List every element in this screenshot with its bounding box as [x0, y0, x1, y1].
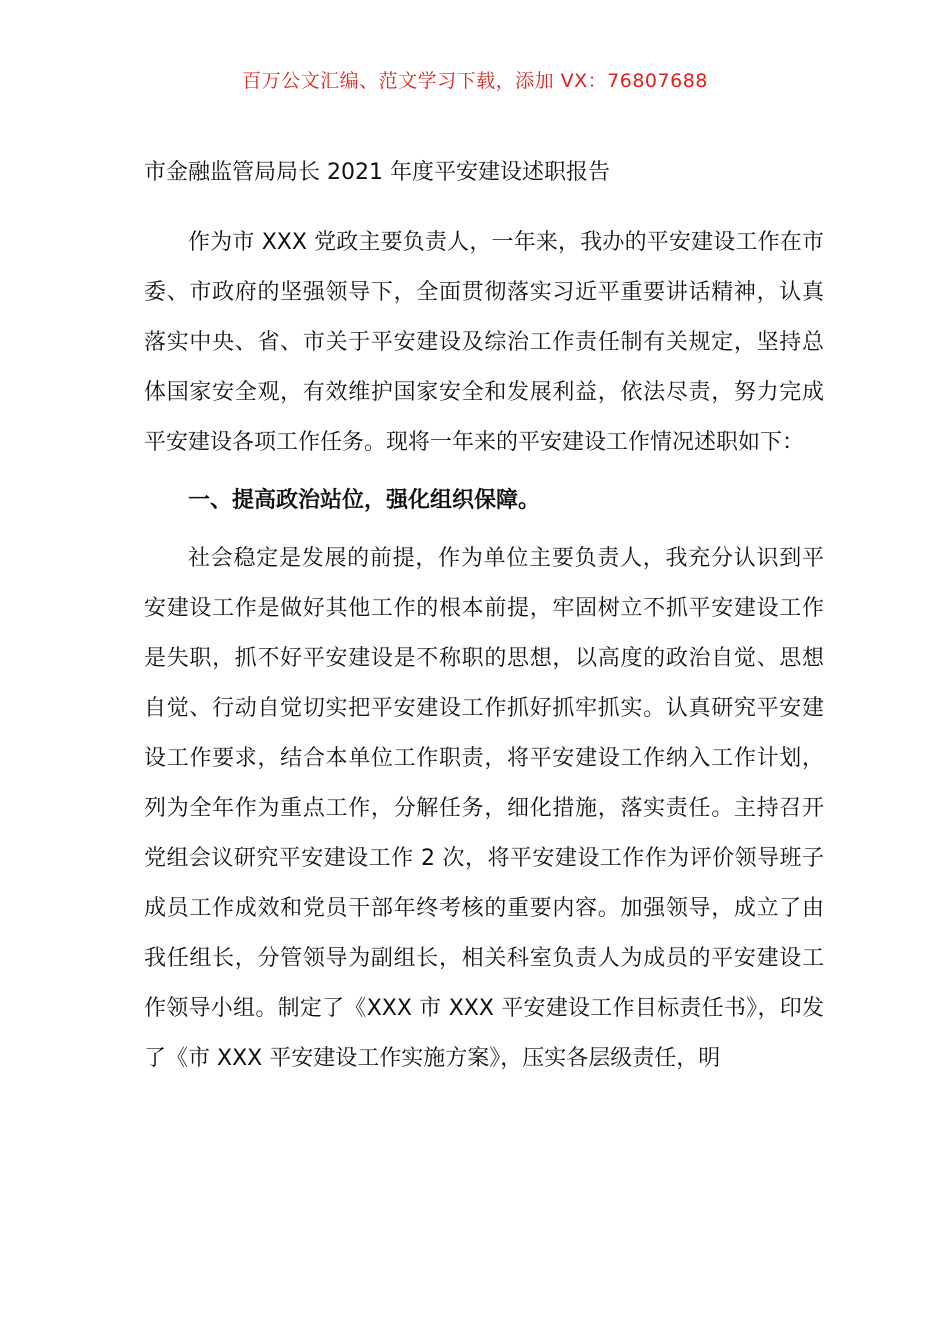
- section-heading-1: 一、提高政治站位，强化组织保障。: [188, 488, 541, 513]
- document-body: [144, 218, 824, 1084]
- section-1-paragraph: 社会稳定是发展的前提，作为单位主要负责人，我充分认识到平安建设工作是做好其他工作的根本前提，牢固树立不抓平安建设工作是失职，抓不好平安建设是不称职的思想，以高度的政治自觉、思想自觉、行动自觉切实把平安建设工作抓好抓牢抓实。认真研究平安建设工作要求，结合本单位工作职责，将平安建设工作纳入工作计划，列为全年作为重点工作，分解任务，细化措施，落实责任。主持召开党组会议研究平安建设工作 2 次，将平安建设工作作为评价领导班子成员工作成效和党员干部年终考核的重要内容。加强领导，成立了由我任组长，分管领导为副组长，相关科室负责人为成员的平安建设工作领导小组。制定了《XXX 市 XXX 平安建设工作目标责任书》，印发了《市 XXX 平安建设工作实施方案》，压实各层级责任，明: [144, 546, 824, 1071]
- header-watermark-note: 百万公文汇编、范文学习下载，添加 VX：76807688: [242, 70, 708, 92]
- document-title: 市金融监管局局长 2021 年度平安建设述职报告: [144, 160, 610, 185]
- intro-paragraph: 作为市 XXX 党政主要负责人，一年来，我办的平安建设工作在市委、市政府的坚强领导下，全面贯彻落实习近平重要讲话精神，认真落实中央、省、市关于平安建设及综治工作责任制有关规定，坚持总体国家安全观，有效维护国家安全和发展利益，依法尽责，努力完成平安建设各项工作任务。现将一年来的平安建设工作情况述职如下：: [144, 230, 824, 455]
